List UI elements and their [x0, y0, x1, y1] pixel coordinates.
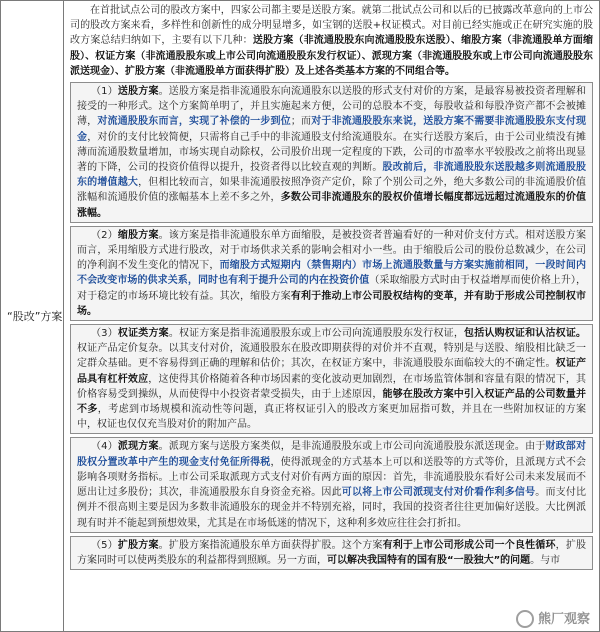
watermark [516, 608, 590, 629]
section-send-shares: （1）送股方案。送股方案是指非流通股东向流通股东以送股的形式支付对价的方案，是最容易被投资者理解和接受的一种形式。这个方案简单明了，并且实施起来方便，公司的总股本不变，每股收益和每股净资产都不会被摊薄，对流通股股东而言，实现了补偿的一步到位；而对于非流通股股东来说，送股方案不需要非流通股股东支付现金，对价的支付比较简便，只需将自己手中的非流通股支付给流通股东。在实行送股方案后，由于公司业绩没有摊薄而流通股数量增加，市场实现自动除权，公司股价出现一定程度的下跌，公司的市盈率水平较股改之前将出现显著的下降，公司的投资价值得以提升，投资者得以比较直观的判断。股改前后，非流通股股东送股越多则流通股股东的增值越大，但相比较而言，如果非流通股按照净资产定价，除了个别公司之外，绝大多数公司的非流通股价值涨幅和流通股价值的涨幅基本上差不多之外，多数公司非流通股东的股权价值增长幅度都远远超过流通股东的价值涨幅。 [70, 82, 593, 223]
section-title: 派现方案 [117, 441, 159, 453]
watermark-text: 熊厂观察 [537, 611, 590, 627]
content-cell [64, 1, 600, 632]
section-title: 权证类方案 [117, 328, 169, 340]
intro-text: 在首批试点公司的股改方案中，四家公司都主要是送股方案。就第二批试点公司和以后的已披露改革意向的上市公司的股改方案来看，多样性和创新性的成分明显增多，如宝钢的送股+权证模式。对目前已经实施或正在研究实施的股改方案总结归纳如下，主要有以下几种： [70, 5, 593, 47]
intro-paragraph [70, 3, 593, 79]
section-expand-shares: （5）扩股方案。扩股方案指流通股东单方面获得扩股。这个方案有利于上市公司形成公司一个良性循环，扩股方案同时可以使两类股东的利益都得到照顾。另一方面，可以解决我国特有的国有股“一股独大”的问题。与市 [70, 536, 593, 570]
section-title: 缩股方案 [117, 229, 159, 241]
section-title: 扩股方案 [117, 539, 159, 551]
row-label-cell [1, 1, 64, 632]
section-title: 送股方案 [117, 86, 159, 98]
watermark-logo-icon [516, 610, 534, 628]
section-cash: （4）派现方案。派现方案与送股方案类似，是非流通股股东或上市公司向流通股股东派送现金。由于财政部对股权分置改革中产生的现金支付免征所得税，使得派现金的方式基本上可以和送股等的方式等价，且派现方式不会影响各项财务指标。上市公司采取派现方式支付对价有两方面的原因：首先，非流通股股东看好公司未来发展而不愿出让过多股份；其次，非流通股股东自身资金充裕。因此可以将上市公司派现支付对价看作利多信号。而支付比例并不很高则主要是因为多数非流通股东的现金并不特别充裕，同时，我国的投资者往往更加偏好送股。大比例派现有时并不能起到预想效果，尤其是在市场低迷的情况下，这种利多效应往往会打折扣。 [70, 437, 593, 532]
row-label: “股改”方案 [7, 309, 63, 323]
section-warrant: （3）权证类方案。权证方案是指非流通股股东或上市公司向流通股股东发行权证，包括认购权证和认沽权证。权证产品定价复杂。以其支付对价，流通股股东在股改即期获得的对价并不直观，特别是与送股、缩股相比缺乏一定群众基础。更不容易得到正确的理解和估价；其次，在权证方案中，非流通股股东面临较大的不确定性。权证产品具有杠杆效应，这使得其价格随着各种市场因素的变化波动更加剧烈，在市场监管体制和容量有限的情况下，其价格容易受到操纵，从而使得中小投资者蒙受损失，由于上述原因，能够在股改方案中引入权证产品的公司数量并不多，考虑到市场规模和流动性等问题，真正将权证引入的股改方案更加屈指可数，并且在一些附加权证的方案中，权证也仅仅充当股对价的附加产品。 [70, 324, 593, 434]
section-shrink-shares: （2）缩股方案。该方案是指非流通股东单方面缩股，是被投资者普遍看好的一种对价支付方式。相对送股方案而言，采用缩股方式进行股改，对于市场供求关系的影响会相对小一些。由于缩股后公司的股份总数减少，在公司的净利润不发生变化的情况下，而缩股方式短期内（禁售期内）市场上流通股数量与方案实施前相同，一段时间内不会改变市场的供求关系，同时也有利于提升公司的内在投资价值（采取缩股方式时由于权益增厚而使价格上升），对于稳定的市场环境比较有益。其次，缩股方案有利于推动上市公司股权结构的变革，并有助于形成公司控制权市场。 [70, 226, 593, 321]
intro-bold: 送股方案（非流通股股东向流通股股东送股）、缩股方案（非流通股单方面缩股）、权证方案（非流通股股东或上市公司向流通股股东发行权证）、派现方案（非流通股股东或上市公司向流通股股东派送现金）、扩股方案（非流通股单方面获得扩股）及上述各类基本方案的不同组合等。 [70, 35, 594, 77]
